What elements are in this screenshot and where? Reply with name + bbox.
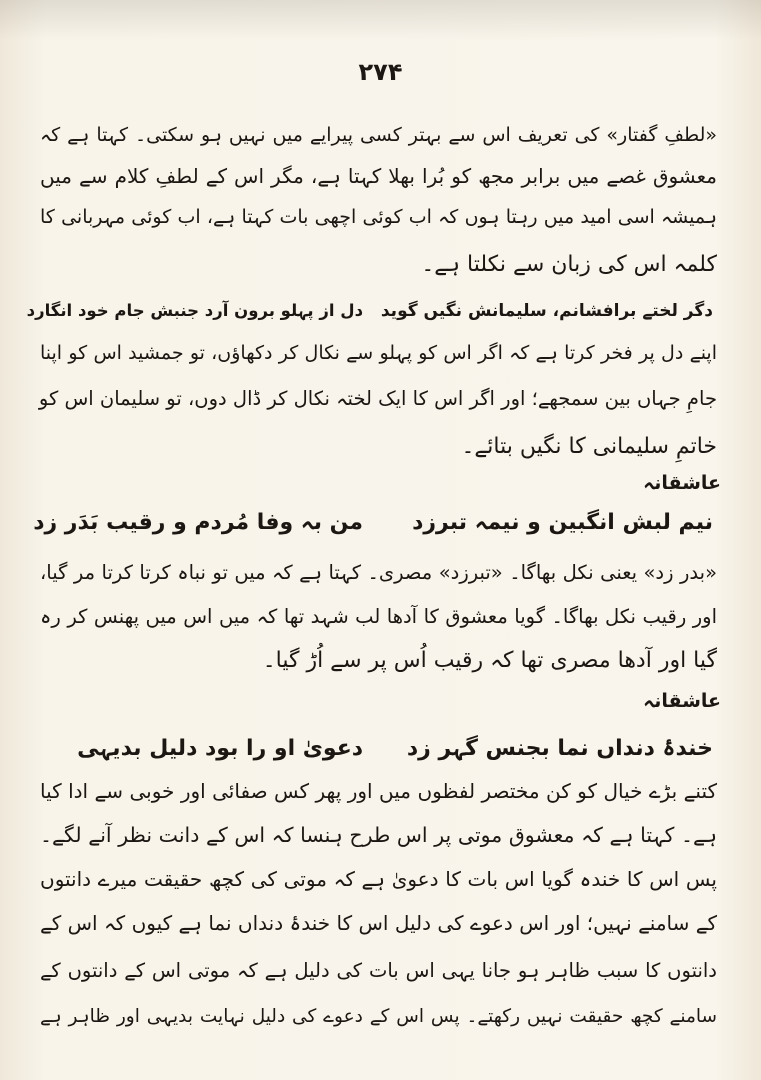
paragraph-line: «لطفِ گفتار» کی تعریف اس سے بہتر کسی پیرایے میں نہیں ہو سکتی۔ کہتا ہے کہ bbox=[40, 124, 717, 146]
paragraph-line: معشوق غصے میں برابر مجھ کو بُرا بھلا کہتا ہے، مگر اس کے لطفِ کلام سے میں bbox=[40, 164, 717, 188]
paragraph-line: ہمیشہ اسی امید میں رہتا ہوں کہ اب کوئی اچھی بات کہتا ہے، اب کوئی مہربانی کا bbox=[40, 206, 717, 228]
paragraph-line: جامِ جہاں بین سمجھے؛ اور اگر اس کا ایک لختہ نکال کر ڈال دوں، تو سلیمان اس کو bbox=[38, 387, 717, 410]
paragraph-line: ہے۔ کہتا ہے کہ معشوق موتی پر اس طرح ہنسا کہ اس کے دانت نظر آنے لگے۔ bbox=[40, 823, 717, 847]
paragraph-line: خاتمِ سلیمانی کا نگیں بتائے۔ bbox=[461, 434, 717, 459]
paragraph-line: اپنے دل پر فخر کرتا ہے کہ اگر اس کو پہلو سے نکال کر دکھاؤں، تو جمشید اس کو اپنا bbox=[40, 342, 717, 364]
paragraph-line: پس اس کا خندہ گویا اس بات کا دعویٰ ہے کہ موتی کی کچھ حقیقت میرے دانتوں bbox=[40, 867, 717, 891]
paragraph-line: اور رقیب نکل بھاگا۔ گویا معشوق کا آدھا لب شہد تھا کہ میں اس میں پھنس کر رہ bbox=[40, 605, 717, 628]
paragraph-line: «بدر زد» یعنی نکل بھاگا۔ «تبرزد» مصری۔ کہتا ہے کہ میں تو نباہ کرتا کرتا مر گیا، bbox=[40, 561, 717, 584]
section-heading: عاشقانہ bbox=[643, 690, 721, 712]
page-number: ۲۷۴ bbox=[358, 58, 403, 86]
verse-hemistich: من بہ وفا مُردم و رقیب بَدَر زد bbox=[33, 510, 364, 535]
verse-hemistich: دگر لختے برافشانم، سلیمانش نگیں گوید bbox=[380, 301, 713, 321]
paragraph-line: دانتوں کا سبب ظاہر ہو جانا یہی اس بات کی دلیل ہے کہ موتی اس کے دانتوں کے bbox=[40, 959, 717, 982]
verse-hemistich: خندۂ دنداں نما بجنس گہر زد bbox=[406, 736, 713, 761]
verse-hemistich: دل از پہلو برون آرد جنبش جام خود انگارد bbox=[26, 301, 364, 320]
paragraph-line: کے سامنے نہیں؛ اور اس دعوے کی دلیل اس کا خندۂ دنداں نما ہے کیوں کہ اس کے bbox=[40, 911, 717, 935]
paragraph-line: کتنے بڑے خیال کو کن مختصر لفظوں میں اور پھر کس صفائی اور خوبی سے ادا کیا bbox=[40, 779, 717, 803]
section-heading: عاشقانہ bbox=[643, 472, 721, 494]
paragraph-line: گیا اور آدھا مصری تھا کہ رقیب اُس پر سے اُڑ گیا۔ bbox=[262, 648, 717, 673]
verse-hemistich: دعویٰ او را بود دلیل بدیہی bbox=[77, 736, 364, 761]
paragraph-line: کلمہ اس کی زبان سے نکلتا ہے۔ bbox=[421, 252, 717, 277]
verse-hemistich: نیم لبش انگبین و نیمہ تبرزد bbox=[412, 510, 713, 535]
previous-page-bleed bbox=[0, 0, 761, 40]
paragraph-line: سامنے کچھ حقیقت نہیں رکھتے۔ پس اس کے دعوے کی دلیل نہایت بدیہی اور ظاہر ہے bbox=[40, 1006, 717, 1027]
